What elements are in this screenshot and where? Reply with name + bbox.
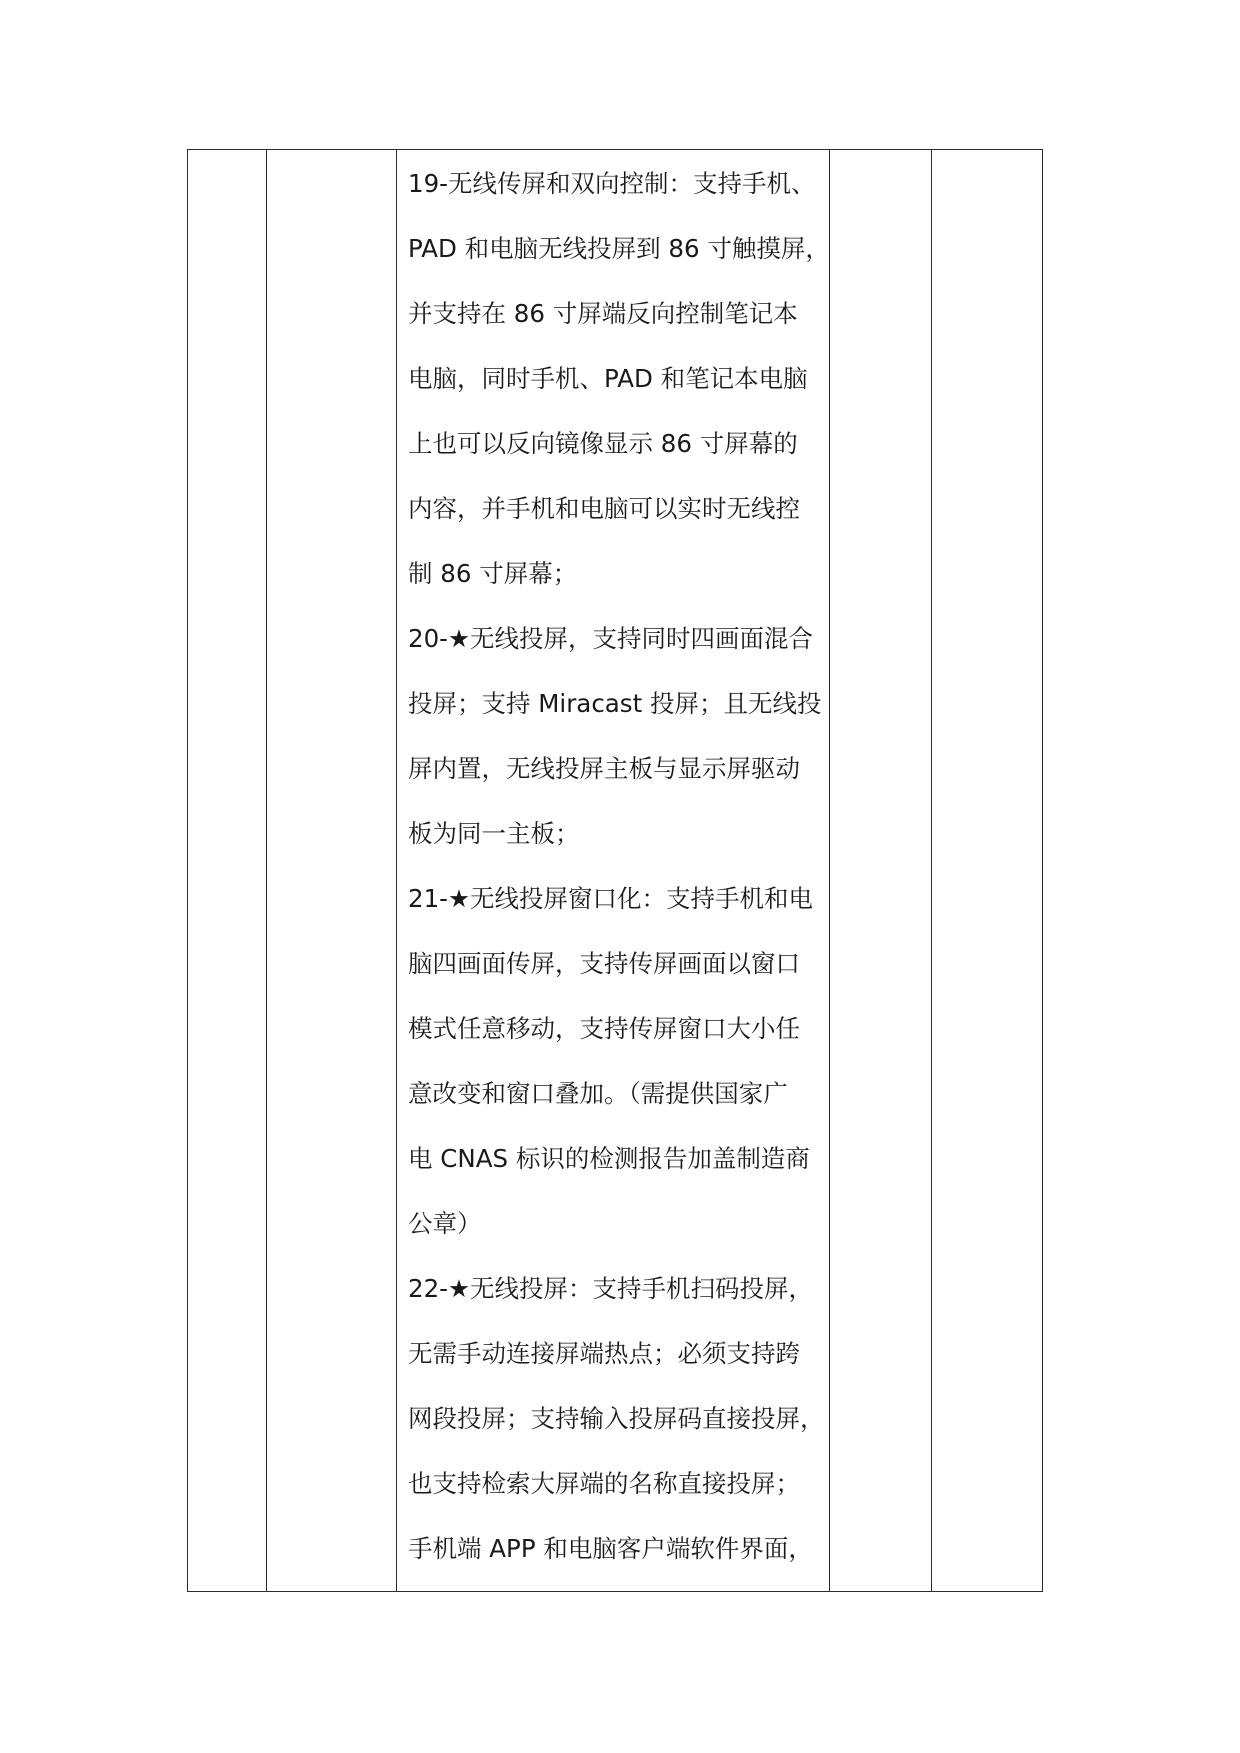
text-line: 意改变和窗口叠加。（需提供国家广	[408, 1079, 788, 1108]
text-line: 网段投屏；支持输入投屏码直接投屏，	[408, 1404, 825, 1433]
text-line: PAD 和电脑无线投屏到 86 寸触摸屏，	[408, 234, 830, 263]
spec-table	[187, 149, 1043, 1592]
text-line: 公章）	[408, 1209, 482, 1238]
spec-content-cell	[397, 150, 830, 1592]
text-line: 20-★无线投屏，支持同时四画面混合	[408, 624, 813, 653]
spec-text	[408, 150, 830, 1591]
text-line: 并支持在 86 寸屏端反向控制笔记本	[408, 299, 798, 328]
remarks-cell	[932, 150, 1043, 1592]
text-line: 制 86 寸屏幕；	[408, 559, 578, 588]
quantity-cell	[830, 150, 932, 1592]
text-line: 脑四画面传屏，支持传屏画面以窗口	[408, 949, 800, 978]
index-cell	[188, 150, 267, 1592]
text-line: 无需手动连接屏端热点；必须支持跨	[408, 1339, 800, 1368]
text-line: 手机端 APP 和电脑客户端软件界面，	[408, 1534, 813, 1563]
text-line: 内容，并手机和电脑可以实时无线控	[408, 494, 800, 523]
text-line: 模式任意移动，支持传屏窗口大小任	[408, 1014, 800, 1043]
text-line: 电 CNAS 标识的检测报告加盖制造商	[408, 1144, 810, 1173]
text-line: 19-无线传屏和双向控制：支持手机、	[408, 169, 816, 198]
text-line: 22-★无线投屏：支持手机扫码投屏，	[408, 1274, 813, 1303]
item-name-cell	[267, 150, 397, 1592]
text-line: 21-★无线投屏窗口化：支持手机和电	[408, 884, 813, 913]
text-line: 也支持检索大屏端的名称直接投屏；	[408, 1469, 800, 1498]
text-line: 屏内置，无线投屏主板与显示屏驱动	[408, 754, 800, 783]
text-line: 板为同一主板；	[408, 819, 580, 848]
text-line: 上也可以反向镜像显示 86 寸屏幕的	[408, 429, 798, 458]
table-row	[188, 150, 1043, 1592]
text-line: 投屏；支持 Miracast 投屏；且无线投	[408, 689, 822, 718]
text-line: 电脑，同时手机、PAD 和笔记本电脑	[408, 364, 808, 393]
